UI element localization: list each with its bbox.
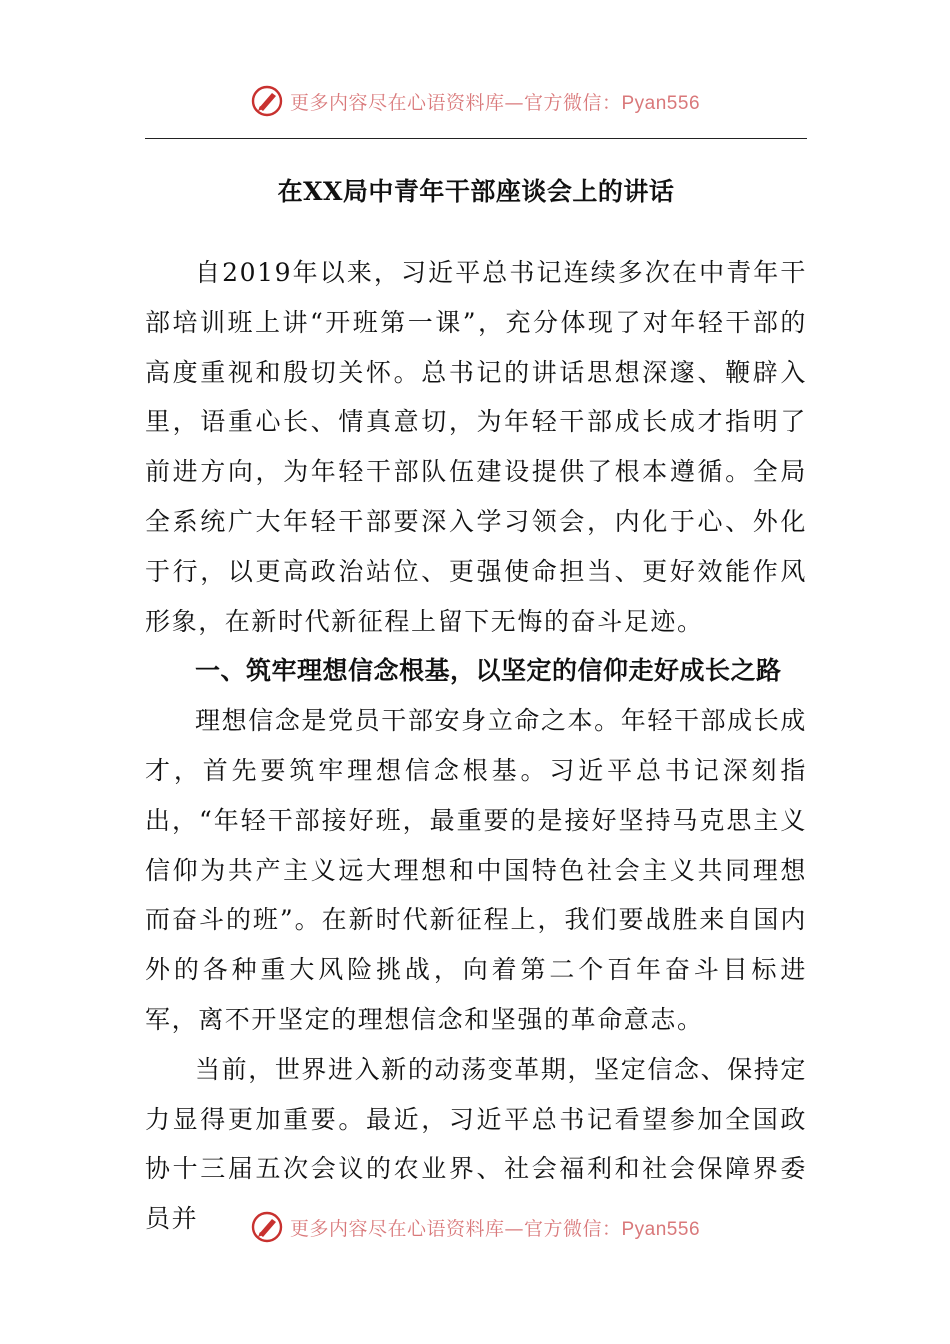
- page-title: 在XX局中青年干部座谈会上的讲话: [277, 177, 675, 206]
- banner-text: [290, 88, 700, 115]
- paragraph: 自2019年以来，习近平总书记连续多次在中青年干部培训班上讲“开班第一课”，充分体现了对年轻干部的高度重视和殷切关怀。总书记的讲话思想深邃、鞭辟入里，语重心长、情真意切，为年轻干部成长成才指明了前进方向，为年轻干部队伍建设提供了根本遵循。全局全系统广大年轻干部要深入学习领会，内化于心、外化于行，以更高政治站位、更强使命担当、更好效能作风形象，在新时代新征程上留下无悔的奋斗足迹。: [145, 258, 807, 636]
- wechat-id: Pyan556: [621, 92, 701, 114]
- section-heading: 一、筑牢理想信念根基，以坚定的信仰走好成长之路: [195, 656, 782, 686]
- document-body: [145, 248, 807, 1244]
- logo-icon: [250, 1210, 284, 1244]
- header-rule: [145, 138, 807, 139]
- banner-label: 更多内容尽在心语资料库—官方微信：: [289, 91, 622, 114]
- banner-text: [290, 1214, 700, 1241]
- header-banner: [0, 84, 950, 118]
- paragraph: 当前，世界进入新的动荡变革期，坚定信念、保持定力显得更加重要。最近，习近平总书记看望参加全国政协十三届五次会议的农业界、社会福利和社会保障界委员并: [145, 1054, 807, 1234]
- wechat-id: Pyan556: [621, 1218, 701, 1240]
- logo-icon: [250, 84, 284, 118]
- paragraph: 理想信念是党员干部安身立命之本。年轻干部成长成才，首先要筑牢理想信念根基。习近平总书记深刻指出，“年轻干部接好班，最重要的是接好坚持马克思主义信仰为共产主义远大理想和中国特色社会主义共同理想而奋斗的班”。在新时代新征程上，我们要战胜来自国内外的各种重大风险挑战，向着第二个百年奋斗目标进军，离不开坚定的理想信念和坚强的革命意志。: [145, 706, 807, 1034]
- footer-banner: [0, 1210, 950, 1244]
- banner-label: 更多内容尽在心语资料库—官方微信：: [289, 1217, 622, 1240]
